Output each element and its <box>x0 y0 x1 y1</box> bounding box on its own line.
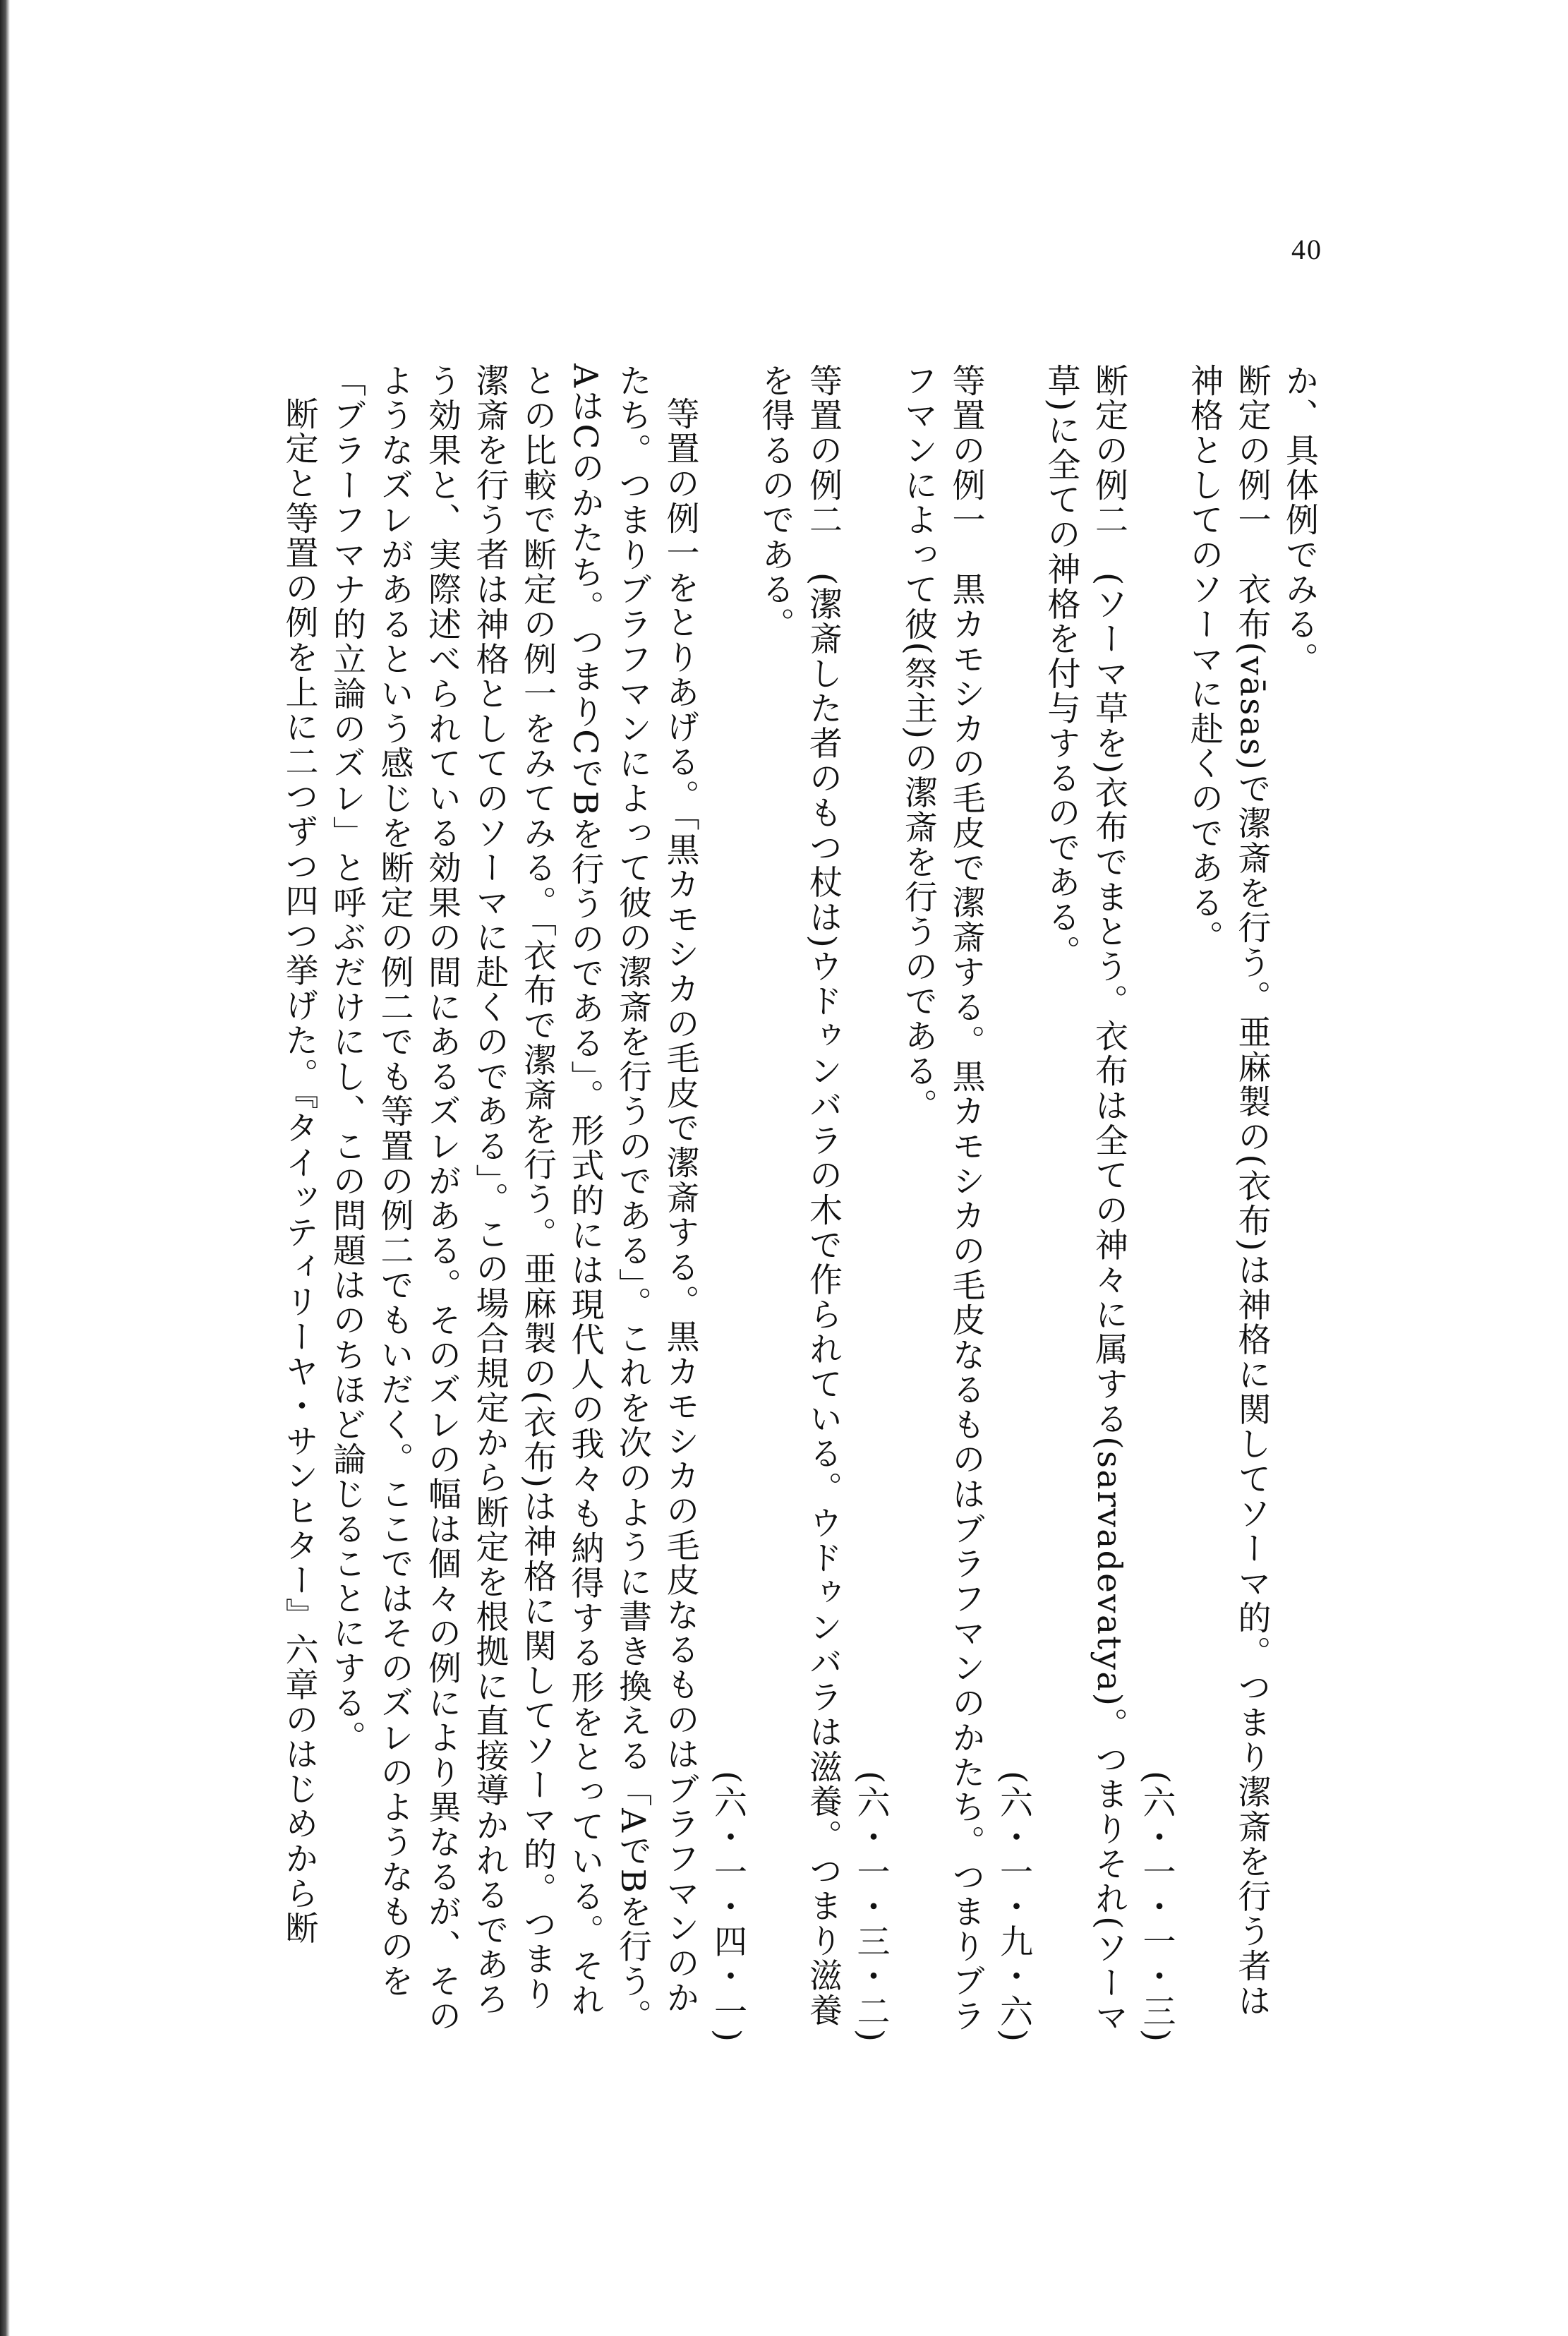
equation-example-1-label: 等置の例一 <box>946 363 986 538</box>
equation-example-1 <box>847 363 990 2043</box>
equation-example-1-text: 黒カモシカの毛皮で潔斎する。黒カモシカの毛皮なるものはブラフマンのかたち。つまりブラフマンによって彼(祭主)の潔斎を行うのである。 <box>899 363 986 2034</box>
intro-line <box>1276 363 1324 2043</box>
equation-example-2 <box>704 363 848 2043</box>
book-binding-edge <box>0 0 10 2336</box>
body-paragraph-2: 断定と等置の例を上に二つずつ四つ挙げた。『タイッティリーヤ・サンヒター』六章のはじめから断 <box>279 397 319 1946</box>
body-paragraph-1: 等置の例一をとりあげる。「黒カモシカの毛皮で潔斎する。黒カモシカの毛皮なるものはブラフマンのかたち。つまりブラフマンによって彼の潔斎を行うのである」。これを次のように書き換える「AでBを行う。AはCのかたち。つまりCでBを行うのである」。形式的には現代人の我々も納得する形をとっている。それとの比較で断定の例一をみてみる。「衣布で潔斎を行う。亜麻製の(衣布)は神格に関してソーマ的。つまり潔斎を行う者は神格としてのソーマに赴くのである」。この場合規定から断定を根拠に直接導かれるであろう効果と、実際述べられている効果の間にあるズレがある。そのズレの幅は個々の例により異なるが、そのようなズレがあるという感じを断定の例二でも等置の例二でもいだく。ここではそのズレのようなものを「ブラーフマナ的立論のズレ」と呼ぶだけにし、この問題はのちほど論じることにする。 <box>327 363 700 2034</box>
equation-example-2-text: (潔斎した者のもつ杖は)ウドゥンバラの木で作られている。ウドゥンバラは滋養。つまり滋養を得るのである。 <box>756 363 843 2028</box>
assertion-example-1-citation: (六・一・一・三) <box>1137 1770 1176 2043</box>
assertion-example-1 <box>1133 363 1276 2043</box>
equation-example-2-label: 等置の例二 <box>804 363 843 538</box>
assertion-example-1-text: 衣布(vāsas)で潔斎を行う。亜麻製の(衣布)は神格に関してソーマ的。つまり潔斎を行う者は神格としてのソーマに赴くのである。 <box>1185 363 1272 2018</box>
equation-example-2-citation: (六・一・四・一) <box>708 1770 747 2043</box>
page-number: 40 <box>1291 234 1322 265</box>
equation-example-1-citation: (六・一・三・二) <box>851 1770 891 2043</box>
assertion-example-1-label: 断定の例一 <box>1232 363 1272 538</box>
assertion-example-2-citation: (六・一・九・六) <box>994 1770 1033 2043</box>
assertion-example-2-text: (ソーマ草を)衣布でまとう。衣布は全ての神々に属する(sarvadevatya)。つまりそれ(ソーマ草)に全ての神格を付与するのである。 <box>1042 363 1128 2035</box>
vertical-text-block <box>176 363 1323 2043</box>
assertion-example-2-label: 断定の例二 <box>1090 363 1128 538</box>
intro-text: か、具体例でみる。 <box>1280 363 1319 677</box>
assertion-example-2 <box>990 363 1133 2043</box>
